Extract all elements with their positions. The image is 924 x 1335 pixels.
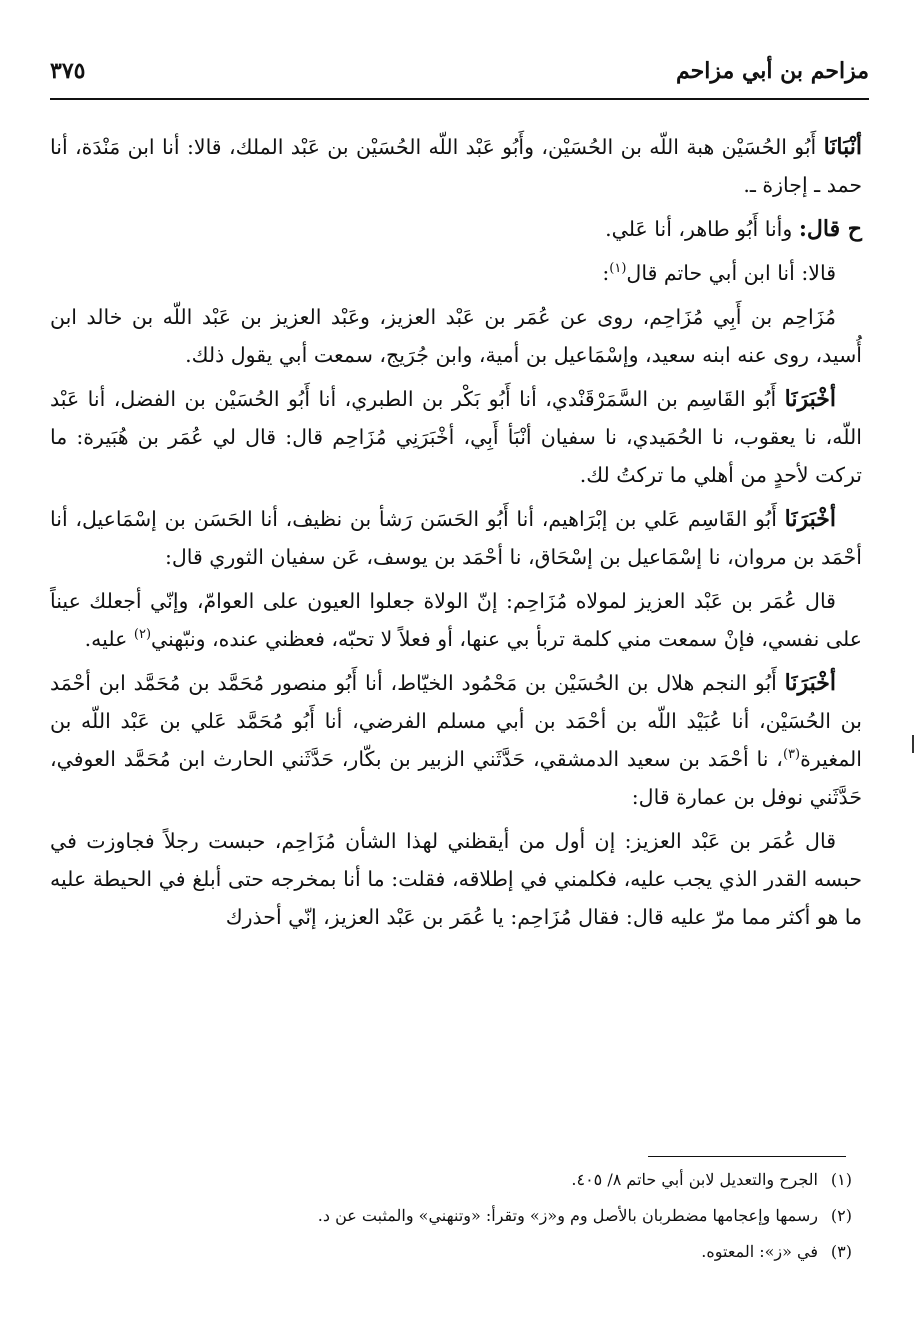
- scan-edge-mark: [912, 735, 914, 753]
- footnote: (٣)في «ز»: المعتوه.: [701, 1242, 852, 1261]
- paragraph: قال عُمَر بن عَبْد العزيز لمولاه مُزَاحِم: إنّ الولاة جعلوا العيون على العوامّ، وإنّي أجعلك عيناً على نفسي، فإنْ سمعت مني كلمة تربأ بي عنها، أو فعلاً لا تحبّه، فعظني عنده، ونبّهني$^{(٢)}$ عليه.: [50, 589, 862, 651]
- paragraph: قالا: أنا ابن أبي حاتم قال$^{(١)}$:: [602, 261, 836, 285]
- running-header: [50, 52, 869, 98]
- paragraph: قال عُمَر بن عَبْد العزيز: إن أول من أيقظني لهذا الشأن مُزَاحِم، حبست رجلاً فجاوزت في حبسه القدر الذي يجب عليه، فكلمني في إطلاقه، فقلت: ما أنا بمخرجه حتى أبلغ في الحيطة عليه ما هو أكثر مما مرّ عليه قال: فقال مُزَاحِم: يا عُمَر بن عَبْد العزيز، إنّي أحذرك: [50, 829, 862, 929]
- footnotes: [200, 1162, 852, 1270]
- footnote: (١)الجرح والتعديل لابن أبي حاتم ٨/ ٤٠٥.: [571, 1170, 852, 1189]
- paragraph: أنْبَانَا أَبُو الحُسَيْن هبة اللّه بن الحُسَيْن، وأَبُو عَبْد اللّه الحُسَيْن بن عَبْد الملك، قالا: أنا ابن مَنْدَة، أنا حمد ـ إجازة ـ.: [50, 134, 862, 197]
- paragraph: أخْبَرَنَا أَبُو القَاسِم عَلي بن إبْرَاهيم، أنا أَبُو الحَسَن رَشأ بن نظيف، أنا الحَسَن بن إسْمَاعيل، أنا أحْمَد بن مروان، نا إسْمَاعيل بن إسْحَاق، نا أحْمَد بن يوسف، عَن سفيان الثوري قال:: [50, 506, 862, 569]
- paragraph: أخْبَرَنَا أَبُو النجم هلال بن الحُسَيْن بن مَحْمُود الخيّاط، أنا أَبُو منصور مُحَمَّد بن مُحَمَّد ابن أحْمَد بن الحُسَيْن، أنا عُبَيْد اللّه بن أحْمَد بن أبي مسلم الفرضي، أنا أَبُو مُحَمَّد عَلي بن عَبْد اللّه بن المغيرة$^{(٣)}$، نا أحْمَد بن سعيد الدمشقي، حَدَّثَني الزبير بن بكّار، حَدَّثَني الحارث ابن مُحَمَّد العوفي، حَدَّثَني نوفل بن عمارة قال:: [50, 670, 862, 809]
- footnote-ref: (٢): [133, 627, 152, 643]
- main-text: [50, 128, 862, 942]
- header-rule: [50, 98, 869, 100]
- paragraph: أخْبَرَنَا أَبُو القَاسِم بن السَّمَرْقَنْدي، أنا أَبُو بَكْر بن الطبري، أنا أَبُو الحُسَيْن بن الفضل، أنا عَبْد اللّه، نا يعقوب، نا الحُمَيدي، نا سفيان أنْبَأ أَبِي، أخْبَرَنِي مُزَاحِم قال: قال لي عُمَر بن هُبَيرة: ما تركت لأحدٍ من أهلي ما تركتُ لك.: [50, 386, 862, 487]
- running-title: مزاحم بن أبي مزاحم: [676, 58, 869, 84]
- paragraph: ح قال: وأنا أَبُو طاهر، أنا عَلي.: [605, 216, 862, 242]
- footnote-ref: (١): [609, 261, 627, 277]
- paragraph: مُزَاحِم بن أَبِي مُزَاحِم، روى عن عُمَر بن عَبْد العزيز، وعَبْد العزيز بن عَبْد اللّه بن خالد ابن أُسيد، روى عنه ابنه سعيد، وإسْمَاعيل بن أمية، وابن جُرَيج، سمعت أبي يقول ذلك.: [50, 305, 862, 367]
- footnote-ref: (٣): [782, 747, 801, 763]
- footnote: (٢)رسمها وإعجامها مضطربان بالأصل وم و«ز» وتقرأ: «وتنهني» والمثبت عن د.: [317, 1206, 852, 1225]
- footnote-rule: [648, 1156, 846, 1157]
- page-number: ٣٧٥: [50, 58, 86, 84]
